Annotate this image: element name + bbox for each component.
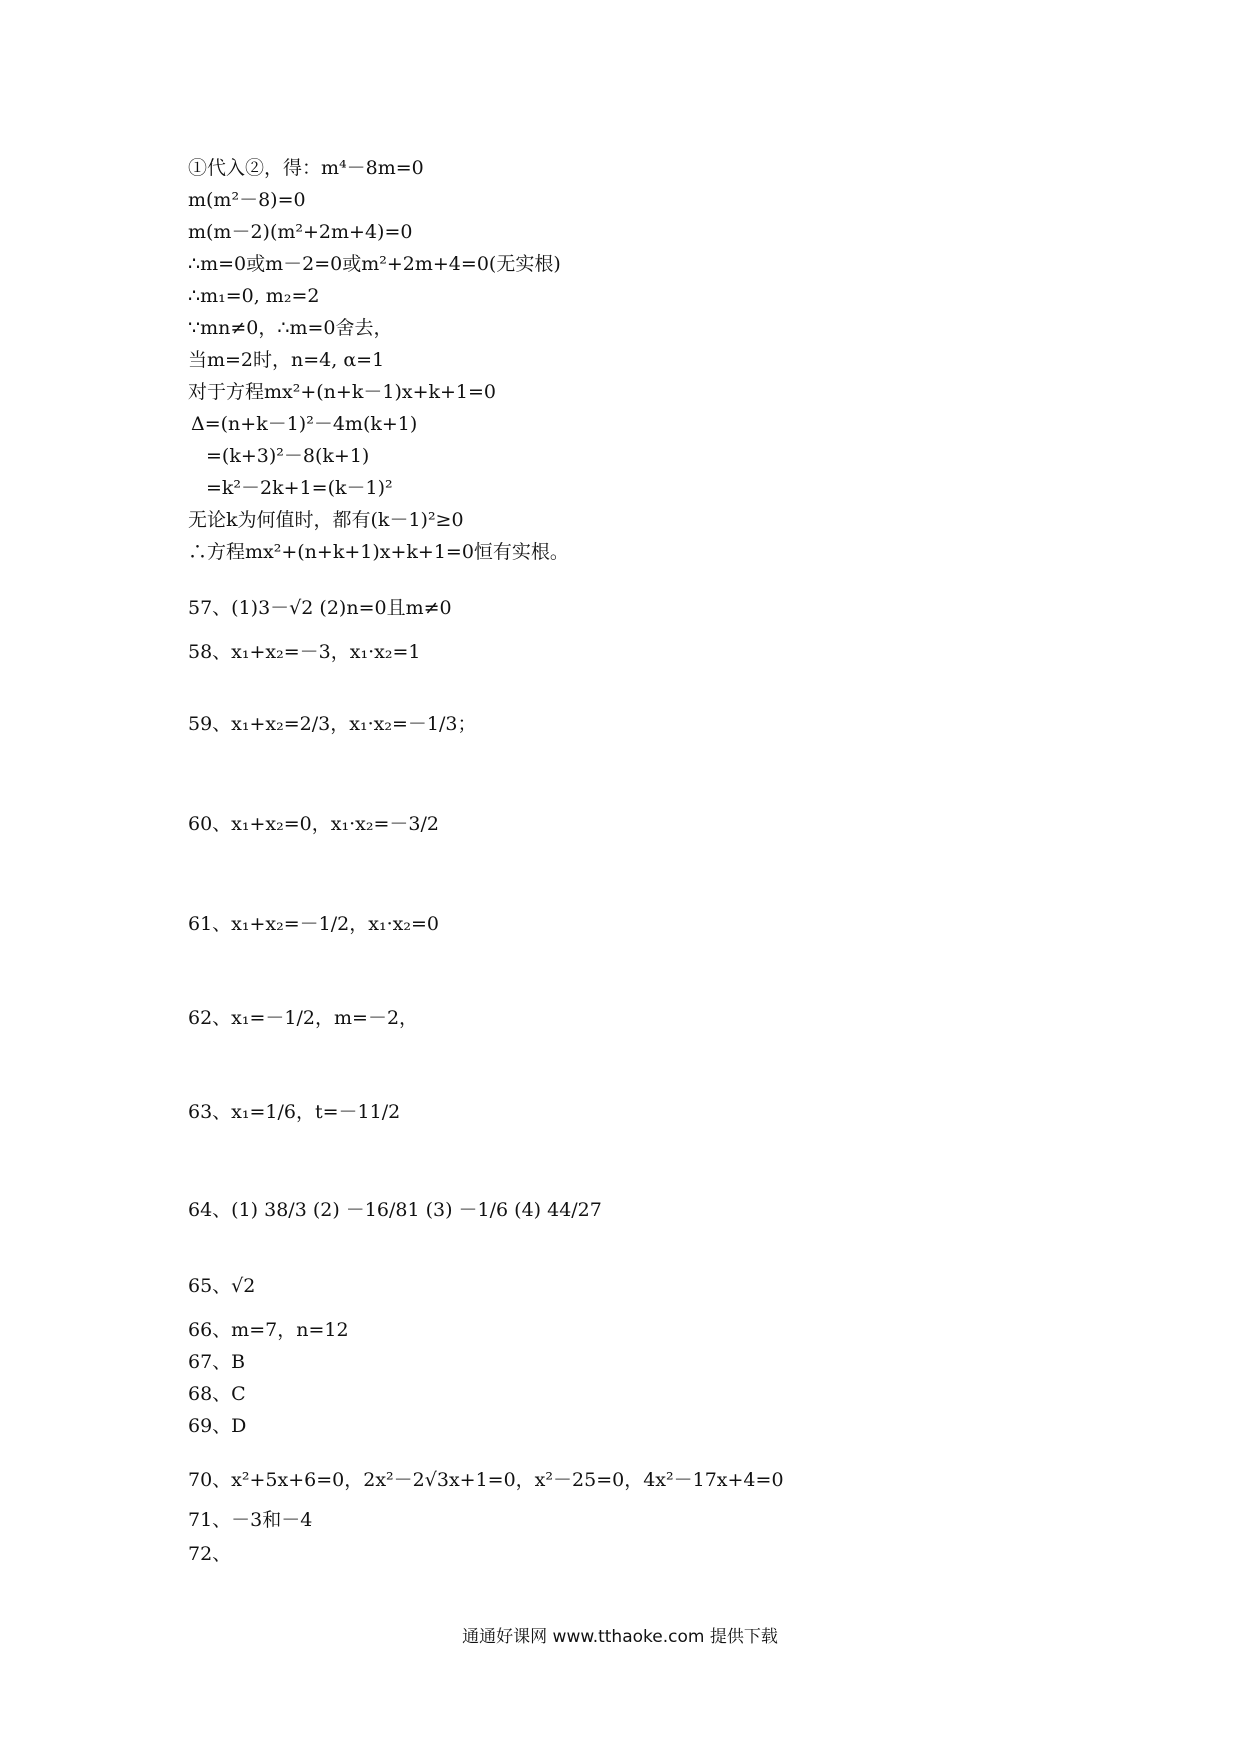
line-11: =k²－2k+1=(k－1)²: [206, 477, 393, 499]
line-3: m(m－2)(m²+2m+4)=0: [188, 221, 413, 243]
line-2: m(m²－8)=0: [188, 189, 306, 211]
line-1: ①代入②，得：m⁴－8m=0: [188, 157, 424, 179]
answer-58: 58、x₁+x₂=－3，x₁·x₂=1: [188, 641, 421, 663]
line-12: 无论k为何值时，都有(k－1)²≥0: [188, 509, 464, 531]
answer-65: 65、√2: [188, 1275, 256, 1297]
answer-66: 66、m=7，n=12: [188, 1319, 349, 1341]
line-10: =(k+3)²－8(k+1): [206, 445, 370, 467]
line-9: Δ=(n+k－1)²－4m(k+1): [191, 413, 418, 435]
answer-64: 64、(1) 38/3 (2) －16/81 (3) －1/6 (4) 44/27: [188, 1199, 602, 1221]
line-7: 当m=2时，n=4, α=1: [188, 349, 385, 371]
answer-72: 72、: [188, 1543, 232, 1565]
answer-63: 63、x₁=1/6，t=－11/2: [188, 1101, 401, 1123]
answer-57: 57、(1)3－√2 (2)n=0且m≠0: [188, 597, 452, 619]
answer-60: 60、x₁+x₂=0，x₁·x₂=－3/2: [188, 813, 439, 835]
line-4: ∴m=0或m－2=0或m²+2m+4=0(无实根): [188, 253, 561, 275]
line-5: ∴m₁=0, m₂=2: [188, 285, 320, 307]
answer-71: 71、－3和－4: [188, 1509, 313, 1531]
answer-62: 62、x₁=－1/2，m=－2，: [188, 1007, 419, 1029]
line-13: ∴方程mx²+(n+k+1)x+k+1=0恒有实根。: [188, 541, 569, 563]
answer-61: 61、x₁+x₂=－1/2，x₁·x₂=0: [188, 913, 439, 935]
answer-70: 70、x²+5x+6=0，2x²－2√3x+1=0，x²－25=0，4x²－17x+4=0: [188, 1469, 784, 1491]
answer-69: 69、D: [188, 1415, 247, 1437]
line-6: ∵mn≠0，∴m=0舍去，: [188, 317, 393, 339]
line-8: 对于方程mx²+(n+k－1)x+k+1=0: [188, 381, 497, 403]
answer-59: 59、x₁+x₂=2/3，x₁·x₂=－1/3；: [188, 713, 477, 735]
answer-68: 68、C: [188, 1383, 246, 1405]
answer-67: 67、B: [188, 1351, 246, 1373]
page-footer: 通通好课网 www.tthaoke.com 提供下载: [462, 1627, 778, 1647]
